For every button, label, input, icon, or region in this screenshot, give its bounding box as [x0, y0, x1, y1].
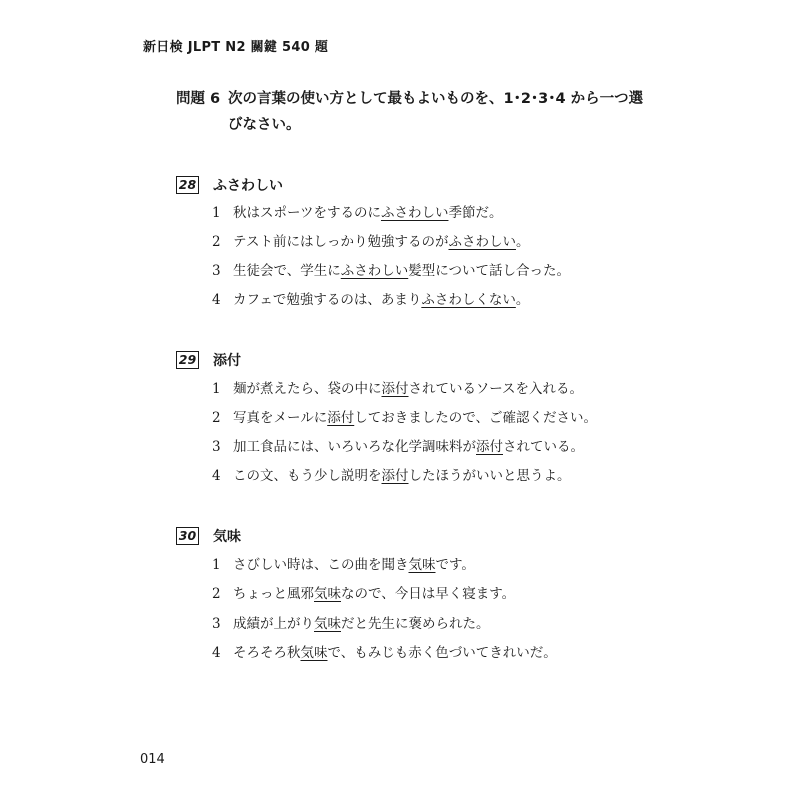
option-1: 1 麺が煮えたら、袋の中に添付されているソースを入れる。 [212, 381, 584, 397]
option-3: 3 加工食品には、いろいろな化学調味料が添付されている。 [212, 439, 584, 455]
target-word: 気味 [408, 557, 436, 573]
target-word: 気味 [300, 645, 328, 661]
target-word: ふさわしい [448, 234, 516, 250]
target-word: ふさわしい [340, 263, 409, 279]
option-4: 4 そろそろ秋気味で、もみじも赤く色づいてきれいだ。 [212, 645, 557, 661]
option-3: 3 生徒会で、学生にふさわしい髪型について話し合った。 [212, 263, 570, 279]
option-2: 2 テスト前にはしっかり勉強するのがふさわしい。 [212, 234, 530, 250]
option-4: 4 カフェで勉強するのは、あまりふさわしくない。 [212, 292, 530, 308]
option-1: 1 秋はスポーツをするのにふさわしい季節だ。 [212, 205, 503, 221]
option-2: 2 ちょっと風邪気味なので、今日は早く寝ます。 [212, 586, 516, 602]
instruction-line-1: 次の言葉の使い方として最もよいものを、1･2･3･4 から一つ選 [228, 91, 644, 107]
page-number: 014 [140, 752, 165, 767]
question-word: 気味 [213, 529, 241, 545]
option-3: 3 成績が上がり気味だと先生に褒められた。 [212, 616, 490, 632]
target-word: 添付 [327, 410, 355, 426]
option-1: 1 さびしい時は、この曲を聞き気味です。 [212, 557, 475, 573]
target-word: 気味 [314, 616, 341, 632]
target-word: ふさわしい [380, 205, 449, 221]
question-word: ふさわしい [213, 178, 283, 194]
target-word: 添付 [381, 381, 409, 397]
question-number-box: 28 [176, 176, 199, 194]
target-word: 添付 [476, 439, 503, 455]
question-word: 添付 [213, 353, 241, 369]
target-word: ふさわしくない [421, 292, 516, 308]
target-word: 添付 [381, 468, 409, 484]
option-4: 4 この文、もう少し説明を添付したほうがいいと思うよ。 [212, 468, 571, 484]
instruction-line-2: びなさい。 [228, 117, 301, 133]
question-number-box: 30 [176, 527, 199, 545]
option-2: 2 写真をメールに添付しておきましたので、ご確認ください。 [212, 410, 597, 426]
target-word: 気味 [314, 586, 341, 602]
book-title-header: 新日検 JLPT N2 關鍵 540 題 [143, 40, 329, 55]
problem-label: 問題 6 [176, 91, 221, 107]
question-number-box: 29 [176, 351, 199, 369]
